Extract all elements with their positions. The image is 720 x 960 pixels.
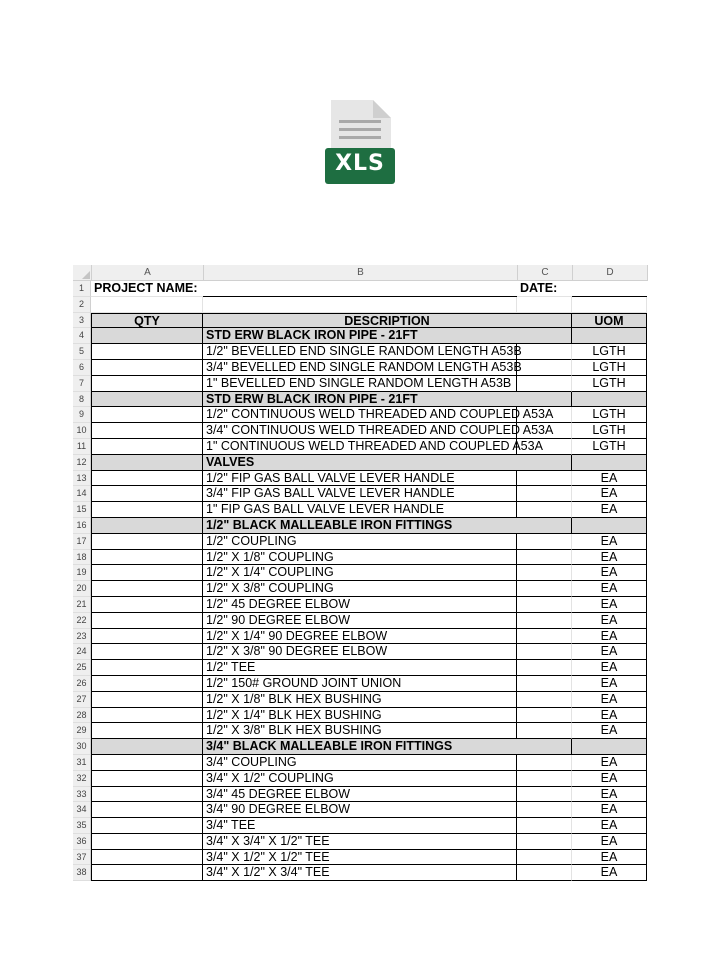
row-number[interactable]: 10 [73,423,91,439]
column-header-c[interactable]: C [518,265,573,280]
row-number[interactable]: 7 [73,376,91,392]
cell[interactable] [91,297,203,313]
cell[interactable] [517,423,572,439]
uom-header: UOM [572,313,647,329]
qty-cell[interactable] [91,376,203,392]
cell[interactable] [203,297,517,313]
uom-cell[interactable]: EA [572,534,647,550]
uom-cell[interactable]: EA [572,486,647,502]
qty-cell[interactable] [91,407,203,423]
table-row [73,407,648,423]
cell[interactable] [517,581,572,597]
uom-cell[interactable]: EA [572,644,647,660]
cell[interactable] [517,344,572,360]
qty-cell[interactable] [91,676,203,692]
table-row [73,597,648,613]
description-cell[interactable]: 3/4" FIP GAS BALL VALVE LEVER HANDLE [203,486,517,502]
description-cell[interactable]: 1/2" 45 DEGREE ELBOW [203,597,517,613]
uom-cell[interactable] [572,518,647,534]
row-number[interactable]: 30 [73,739,91,755]
cell[interactable] [517,550,572,566]
row-number[interactable]: 37 [73,850,91,866]
cell[interactable] [517,723,572,739]
table-row [73,565,648,581]
description-cell[interactable]: 3/4" X 3/4" X 1/2" TEE [203,834,517,850]
description-cell[interactable]: 3/4" COUPLING [203,755,517,771]
project-name-label: PROJECT NAME: [91,281,203,297]
qty-cell[interactable] [91,360,203,376]
description-cell[interactable]: 3/4" TEE [203,818,517,834]
qty-cell[interactable] [91,597,203,613]
cell[interactable] [517,818,572,834]
description-cell[interactable]: 3/4" CONTINUOUS WELD THREADED AND COUPLED A53A [203,423,517,439]
select-all-corner[interactable] [73,265,92,280]
xls-label: XLS [335,151,385,176]
table-row [73,802,648,818]
cell[interactable] [517,676,572,692]
uom-cell[interactable]: LGTH [572,360,647,376]
uom-cell[interactable]: EA [572,818,647,834]
date-label: DATE: [517,281,572,297]
description-cell[interactable]: 1/2" CONTINUOUS WELD THREADED AND COUPLED A53A [203,407,517,423]
section-row [73,455,648,471]
cell[interactable] [517,407,572,423]
cell[interactable] [517,802,572,818]
uom-cell[interactable]: EA [572,865,647,881]
uom-cell[interactable] [572,328,647,344]
table-row [73,660,648,676]
cell[interactable] [517,660,572,676]
table-row [73,818,648,834]
spreadsheet [73,265,648,881]
row-number[interactable]: 36 [73,834,91,850]
table-row [73,534,648,550]
table-row [73,692,648,708]
row-number[interactable]: 29 [73,723,91,739]
qty-cell[interactable] [91,486,203,502]
description-cell[interactable]: 3/4" 45 DEGREE ELBOW [203,787,517,803]
qty-cell[interactable] [91,723,203,739]
uom-cell[interactable]: LGTH [572,407,647,423]
description-cell[interactable]: 1/2" 150# GROUND JOINT UNION [203,676,517,692]
description-cell[interactable]: 1" CONTINUOUS WELD THREADED AND COUPLED A53A [203,439,517,455]
table-row [73,708,648,724]
qty-cell[interactable] [91,802,203,818]
uom-cell[interactable] [572,455,647,471]
description-cell[interactable]: 3/4" X 1/2" COUPLING [203,771,517,787]
uom-cell[interactable]: EA [572,629,647,645]
section-title[interactable]: STD ERW BLACK IRON PIPE - 21FT [203,328,572,344]
project-name-input[interactable] [203,281,517,297]
cell[interactable] [517,360,572,376]
qty-cell[interactable] [91,739,203,755]
description-cell[interactable]: 3/4" BEVELLED END SINGLE RANDOM LENGTH A53B [203,360,517,376]
row-number[interactable]: 38 [73,865,91,881]
row-number[interactable]: 13 [73,471,91,487]
description-cell[interactable]: 3/4" X 1/2" X 1/2" TEE [203,850,517,866]
description-cell[interactable]: 1/2" X 1/4" 90 DEGREE ELBOW [203,629,517,645]
row-number[interactable]: 35 [73,818,91,834]
cell[interactable] [517,692,572,708]
uom-cell[interactable]: LGTH [572,344,647,360]
qty-cell[interactable] [91,644,203,660]
qty-cell[interactable] [91,755,203,771]
uom-cell[interactable]: EA [572,771,647,787]
qty-cell[interactable] [91,818,203,834]
description-cell[interactable]: 1/2" COUPLING [203,534,517,550]
table-row [73,644,648,660]
cell[interactable] [517,865,572,881]
row-number[interactable]: 21 [73,597,91,613]
row-number[interactable]: 15 [73,502,91,518]
qty-cell[interactable] [91,771,203,787]
cell[interactable] [517,771,572,787]
row-number[interactable]: 3 [73,313,91,329]
row-number[interactable]: 1 [73,281,91,297]
cell[interactable] [517,629,572,645]
table-row [73,486,648,502]
description-cell[interactable]: 1/2" X 1/4" BLK HEX BUSHING [203,708,517,724]
row-number[interactable]: 25 [73,660,91,676]
row-project [73,281,648,297]
cell[interactable] [517,850,572,866]
section-row [73,328,648,344]
table-row [73,550,648,566]
row-number[interactable]: 33 [73,787,91,803]
cell[interactable] [572,297,647,313]
description-header: DESCRIPTION [203,313,572,329]
row-number[interactable]: 31 [73,755,91,771]
date-input[interactable] [572,281,647,297]
qty-cell[interactable] [91,865,203,881]
row-number[interactable]: 34 [73,802,91,818]
row-number[interactable]: 9 [73,407,91,423]
column-header-d[interactable]: D [573,265,648,280]
row-number[interactable]: 27 [73,692,91,708]
uom-cell[interactable]: LGTH [572,376,647,392]
row-number[interactable]: 6 [73,360,91,376]
qty-cell[interactable] [91,328,203,344]
qty-cell[interactable] [91,502,203,518]
uom-cell[interactable]: EA [572,787,647,803]
uom-cell[interactable]: EA [572,502,647,518]
cell[interactable] [517,644,572,660]
uom-cell[interactable]: EA [572,565,647,581]
row-number[interactable]: 5 [73,344,91,360]
qty-cell[interactable] [91,550,203,566]
row-number[interactable]: 23 [73,629,91,645]
description-cell[interactable]: 1/2" X 3/8" 90 DEGREE ELBOW [203,644,517,660]
description-cell[interactable]: 1" FIP GAS BALL VALVE LEVER HANDLE [203,502,517,518]
qty-cell[interactable] [91,708,203,724]
cell[interactable] [517,787,572,803]
uom-cell[interactable]: EA [572,802,647,818]
table-row [73,771,648,787]
qty-cell[interactable] [91,344,203,360]
table-row [73,439,648,455]
row-number[interactable]: 16 [73,518,91,534]
uom-cell[interactable]: EA [572,676,647,692]
cell[interactable] [517,439,572,455]
table-row [73,344,648,360]
uom-cell[interactable]: EA [572,850,647,866]
uom-cell[interactable] [572,392,647,408]
description-cell[interactable]: 1/2" X 1/4" COUPLING [203,565,517,581]
table-row [73,613,648,629]
table-row [73,865,648,881]
qty-cell[interactable] [91,565,203,581]
qty-cell[interactable] [91,834,203,850]
cell[interactable] [517,755,572,771]
qty-cell[interactable] [91,692,203,708]
qty-cell[interactable] [91,850,203,866]
qty-cell[interactable] [91,534,203,550]
uom-cell[interactable]: EA [572,708,647,724]
table-row [73,723,648,739]
qty-cell[interactable] [91,439,203,455]
table-row [73,581,648,597]
description-cell[interactable]: 1/2" X 1/8" BLK HEX BUSHING [203,692,517,708]
row-number[interactable]: 14 [73,486,91,502]
uom-cell[interactable]: EA [572,723,647,739]
row-blank [73,297,648,313]
row-number[interactable]: 32 [73,771,91,787]
uom-cell[interactable]: EA [572,834,647,850]
table-row [73,629,648,645]
uom-cell[interactable]: EA [572,471,647,487]
uom-cell[interactable]: EA [572,550,647,566]
uom-cell[interactable]: EA [572,660,647,676]
row-number[interactable]: 17 [73,534,91,550]
description-cell[interactable]: 1/2" X 1/8" COUPLING [203,550,517,566]
row-number[interactable]: 28 [73,708,91,724]
column-header-b[interactable]: B [204,265,518,280]
row-number[interactable]: 8 [73,392,91,408]
description-cell[interactable]: 1/2" X 3/8" COUPLING [203,581,517,597]
qty-cell[interactable] [91,423,203,439]
qty-cell[interactable] [91,629,203,645]
section-row [73,518,648,534]
column-header-a[interactable]: A [92,265,204,280]
table-row [73,502,648,518]
table-row [73,423,648,439]
row-number[interactable]: 11 [73,439,91,455]
cell[interactable] [517,376,572,392]
uom-cell[interactable]: EA [572,581,647,597]
cell[interactable] [517,486,572,502]
qty-cell[interactable] [91,581,203,597]
section-row [73,739,648,755]
qty-cell[interactable] [91,787,203,803]
table-row [73,850,648,866]
uom-cell[interactable] [572,739,647,755]
description-cell[interactable]: 1/2" 90 DEGREE ELBOW [203,613,517,629]
section-title[interactable]: 1/2" BLACK MALLEABLE IRON FITTINGS [203,518,572,534]
description-cell[interactable]: 1/2" FIP GAS BALL VALVE LEVER HANDLE [203,471,517,487]
cell[interactable] [517,597,572,613]
qty-cell[interactable] [91,613,203,629]
row-number[interactable]: 19 [73,565,91,581]
row-number[interactable]: 22 [73,613,91,629]
description-cell[interactable]: 3/4" 90 DEGREE ELBOW [203,802,517,818]
row-number[interactable]: 20 [73,581,91,597]
cell[interactable] [517,613,572,629]
table-row [73,471,648,487]
section-title[interactable]: VALVES [203,455,572,471]
qty-cell[interactable] [91,660,203,676]
column-header-bar [73,265,648,281]
uom-cell[interactable]: EA [572,692,647,708]
qty-cell[interactable] [91,518,203,534]
uom-cell[interactable]: EA [572,597,647,613]
cell[interactable] [517,471,572,487]
uom-cell[interactable]: EA [572,755,647,771]
row-number[interactable]: 12 [73,455,91,471]
table-row [73,787,648,803]
table-header-row [73,313,648,329]
section-title[interactable]: STD ERW BLACK IRON PIPE - 21FT [203,392,572,408]
table-row [73,834,648,850]
section-row [73,392,648,408]
section-title[interactable]: 3/4" BLACK MALLEABLE IRON FITTINGS [203,739,572,755]
description-cell[interactable]: 1/2" TEE [203,660,517,676]
xls-file-icon [325,98,395,188]
description-cell[interactable]: 3/4" X 1/2" X 3/4" TEE [203,865,517,881]
qty-header: QTY [91,313,203,329]
table-row [73,376,648,392]
row-number[interactable]: 26 [73,676,91,692]
qty-cell[interactable] [91,392,203,408]
row-number[interactable]: 4 [73,328,91,344]
cell[interactable] [517,297,572,313]
table-row [73,676,648,692]
qty-cell[interactable] [91,471,203,487]
cell[interactable] [517,708,572,724]
row-number[interactable]: 24 [73,644,91,660]
table-row [73,755,648,771]
uom-cell[interactable]: EA [572,613,647,629]
table-row [73,360,648,376]
cell[interactable] [517,534,572,550]
table-body [73,328,648,881]
description-cell[interactable]: 1" BEVELLED END SINGLE RANDOM LENGTH A53B [203,376,517,392]
qty-cell[interactable] [91,455,203,471]
row-number[interactable]: 2 [73,297,91,313]
description-cell[interactable]: 1/2" BEVELLED END SINGLE RANDOM LENGTH A53B [203,344,517,360]
uom-cell[interactable]: LGTH [572,423,647,439]
uom-cell[interactable]: LGTH [572,439,647,455]
cell[interactable] [517,502,572,518]
cell[interactable] [517,834,572,850]
row-number[interactable]: 18 [73,550,91,566]
cell[interactable] [517,565,572,581]
description-cell[interactable]: 1/2" X 3/8" BLK HEX BUSHING [203,723,517,739]
